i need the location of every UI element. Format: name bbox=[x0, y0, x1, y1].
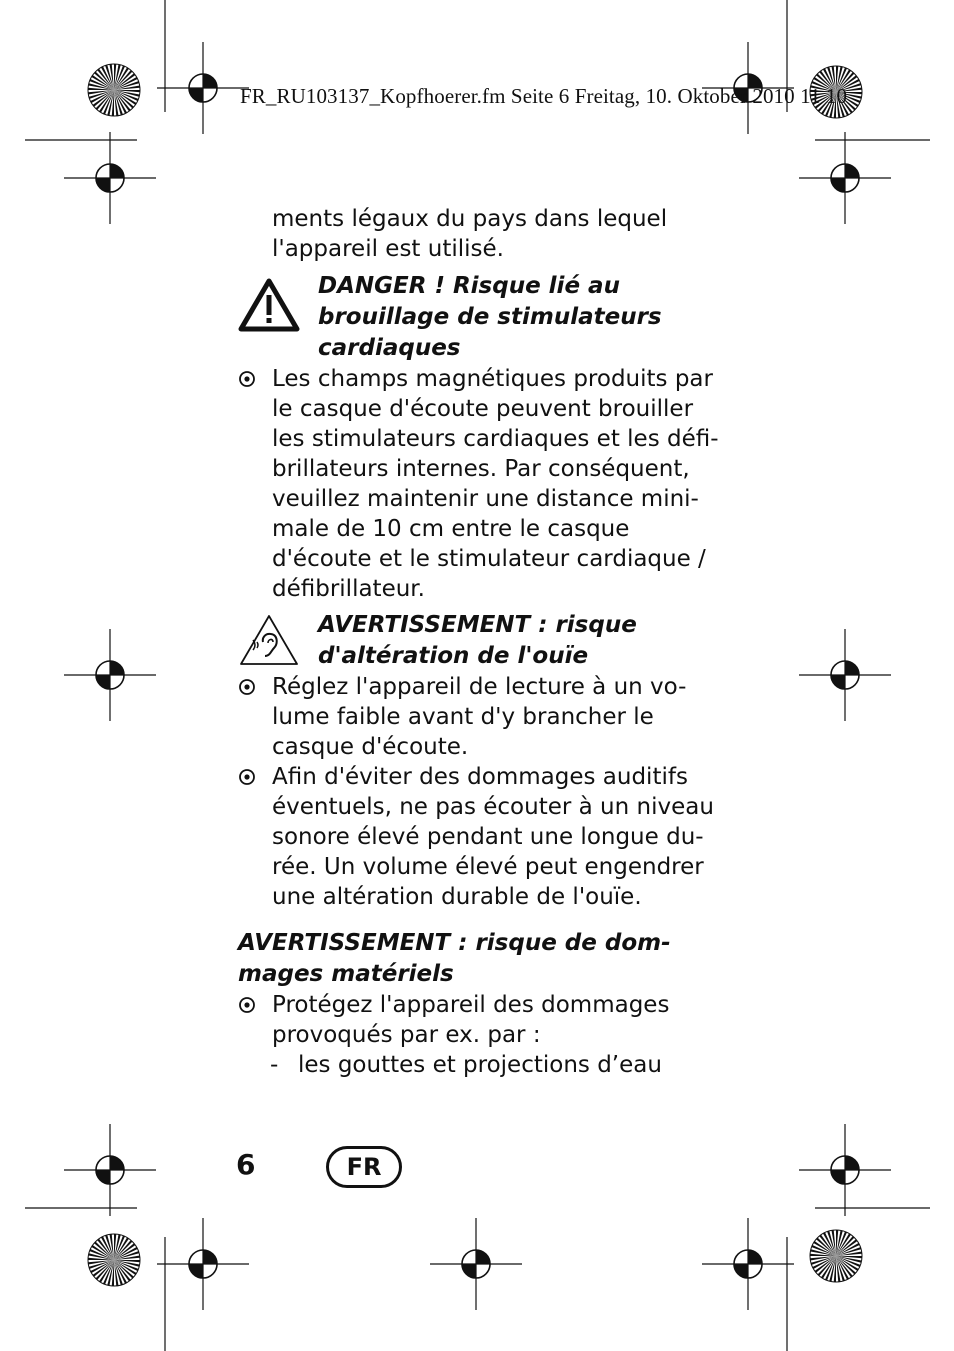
text-line: le casque d'écoute peuvent brouiller bbox=[272, 396, 694, 422]
starburst-target bbox=[88, 64, 140, 116]
registration-quadrant bbox=[189, 1264, 203, 1278]
hearing-bullet-2 bbox=[238, 762, 714, 912]
registration-quadrant bbox=[845, 661, 859, 675]
heading-line: d'altération de l'ouïe bbox=[318, 643, 589, 669]
hearing-warning bbox=[238, 610, 708, 672]
text-line: sonore élevé pendant une longue du- bbox=[272, 824, 704, 850]
text-line: défibrillateur. bbox=[272, 576, 425, 602]
starburst-ray bbox=[114, 1234, 116, 1260]
starburst-ray bbox=[112, 1260, 114, 1286]
main-content bbox=[238, 204, 719, 1080]
bullet-circle-icon bbox=[238, 370, 256, 388]
registration-quadrant bbox=[734, 1264, 748, 1278]
warning-triangle-icon bbox=[238, 277, 300, 333]
starburst-ray bbox=[88, 88, 114, 90]
registration-quadrant bbox=[831, 675, 845, 689]
text-line: les gouttes et projections d’eau bbox=[298, 1052, 662, 1078]
heading-line: AVERTISSEMENT : risque de dom- bbox=[238, 930, 671, 956]
hearing-heading bbox=[318, 610, 708, 672]
registration-quadrant bbox=[110, 1156, 124, 1170]
text-line: provoqués par ex. par : bbox=[272, 1022, 541, 1048]
starburst-ray bbox=[88, 1258, 114, 1260]
starburst-ray bbox=[112, 90, 114, 116]
text-line: male de 10 cm entre le casque bbox=[272, 516, 630, 542]
registration-quadrant bbox=[96, 675, 110, 689]
text-line: brillateurs internes. Par conséquent, bbox=[272, 456, 690, 482]
starburst-ray bbox=[114, 90, 140, 92]
registration-quadrant bbox=[831, 1170, 845, 1184]
starburst-ray bbox=[836, 1256, 862, 1258]
registration-quadrant bbox=[831, 178, 845, 192]
text-line: éventuels, ne pas écouter à un niveau bbox=[272, 794, 714, 820]
registration-quadrant bbox=[203, 74, 217, 88]
text-line: rée. Un volume élevé peut engendrer bbox=[272, 854, 704, 880]
intro-paragraph bbox=[238, 204, 708, 264]
text-line: l'appareil est utilisé. bbox=[272, 236, 504, 262]
starburst-target bbox=[88, 1234, 140, 1286]
material-bullet bbox=[238, 990, 708, 1050]
registration-quadrant bbox=[110, 164, 124, 178]
text-line: veuillez maintenir une distance mini- bbox=[272, 486, 699, 512]
text-line: Réglez l'appareil de lecture à un vo- bbox=[272, 674, 687, 700]
heading-line: mages matériels bbox=[238, 961, 454, 987]
text-line: Les champs magnétiques produits par bbox=[272, 366, 713, 392]
starburst-ray bbox=[836, 1230, 838, 1256]
starburst-target bbox=[810, 1230, 862, 1282]
text-line: Afin d'éviter des dommages auditifs bbox=[272, 764, 688, 790]
registration-quadrant bbox=[476, 1250, 490, 1264]
dash-list-item bbox=[238, 1050, 708, 1080]
registration-quadrant bbox=[96, 178, 110, 192]
registration-quadrant bbox=[845, 1156, 859, 1170]
heading-line: brouillage de stimulateurs bbox=[318, 304, 662, 330]
text-line: les stimulateurs cardiaques et les défi- bbox=[272, 426, 719, 452]
starburst-ray bbox=[114, 64, 116, 90]
bullet-circle-icon bbox=[238, 996, 256, 1014]
starburst-ray bbox=[834, 1256, 836, 1282]
registration-quadrant bbox=[462, 1264, 476, 1278]
heading-line: DANGER ! Risque lié au bbox=[318, 273, 620, 299]
material-heading bbox=[238, 928, 708, 990]
text-line: lume faible avant d'y brancher le bbox=[272, 704, 654, 730]
heading-line: cardiaques bbox=[318, 335, 461, 361]
registration-quadrant bbox=[189, 88, 203, 102]
bullet-circle-icon bbox=[238, 678, 256, 696]
registration-quadrant bbox=[748, 1250, 762, 1264]
registration-quadrant bbox=[845, 164, 859, 178]
print-header: FR_RU103137_Kopfhoerer.fm Seite 6 Freitag, 10. Oktober 2010 11 10 bbox=[240, 84, 848, 108]
registration-quadrant bbox=[96, 1170, 110, 1184]
starburst-ray bbox=[810, 1254, 836, 1256]
bullet-circle-icon bbox=[238, 768, 256, 786]
heading-line: AVERTISSEMENT : risque bbox=[318, 612, 637, 638]
language-badge: FR bbox=[326, 1146, 402, 1188]
page-number: 6 bbox=[236, 1148, 256, 1181]
dash-mark: - bbox=[270, 1052, 279, 1078]
danger-bullet bbox=[238, 364, 719, 604]
registration-quadrant bbox=[110, 661, 124, 675]
danger-heading bbox=[318, 271, 708, 364]
text-line: Protégez l'appareil des dommages bbox=[272, 992, 670, 1018]
hearing-warning-icon bbox=[238, 612, 300, 668]
danger-warning bbox=[238, 271, 708, 364]
text-line: casque d'écoute. bbox=[272, 734, 469, 760]
hearing-bullet-1 bbox=[238, 672, 708, 762]
text-line: d'écoute et le stimulateur cardiaque / bbox=[272, 546, 706, 572]
text-line: une altération durable de l'ouïe. bbox=[272, 884, 642, 910]
text-line: ments légaux du pays dans lequel bbox=[272, 206, 668, 232]
registration-quadrant bbox=[203, 1250, 217, 1264]
starburst-ray bbox=[114, 1260, 140, 1262]
